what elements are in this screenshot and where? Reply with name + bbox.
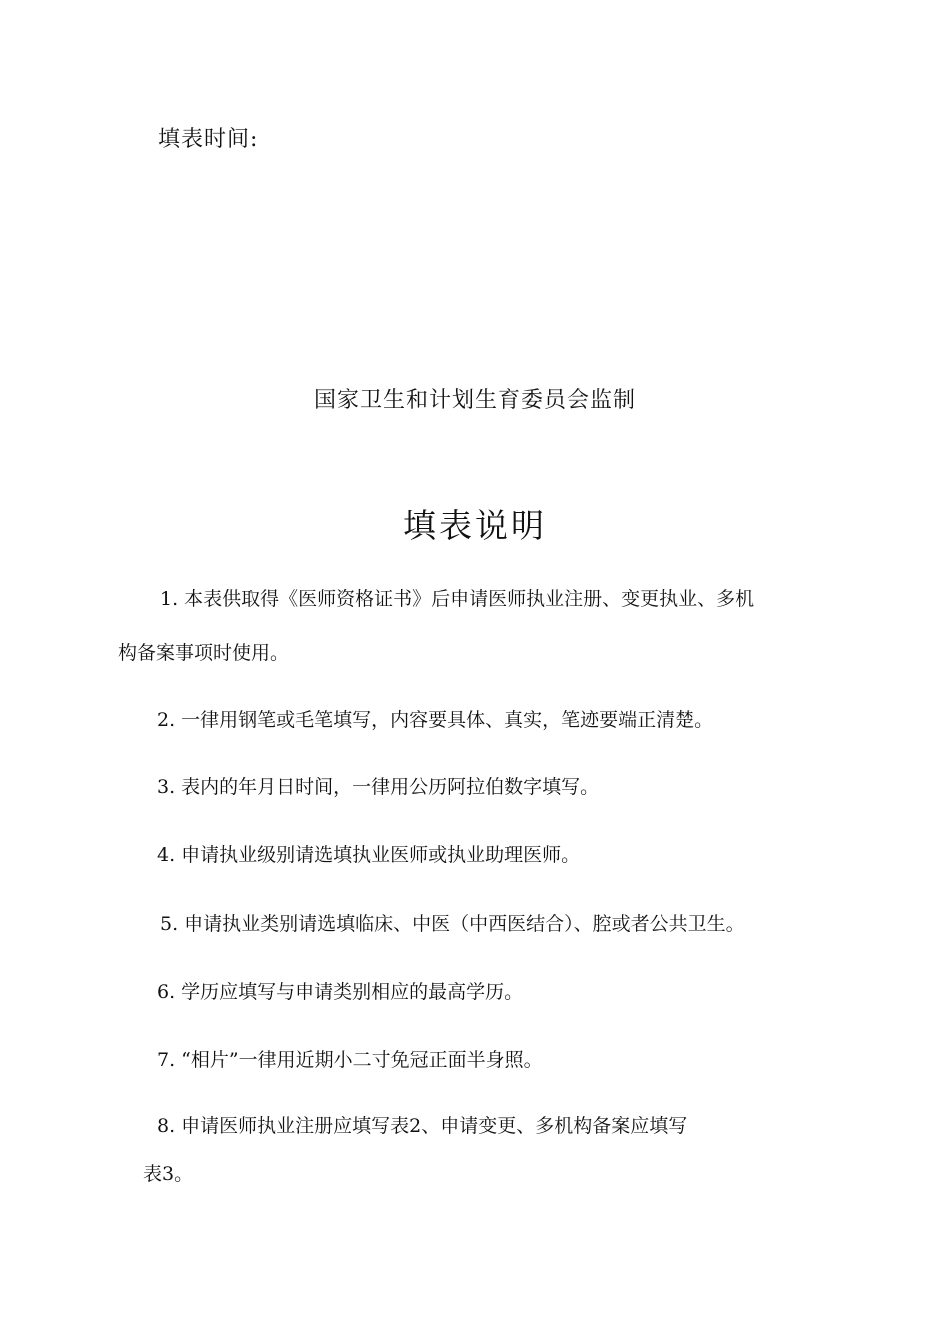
- instruction-item-6: 6. 学历应填写与申请类别相应的最高学历。: [157, 981, 524, 1003]
- instruction-item-1: 1. 本表供取得《医师资格证书》后申请医师执业注册、变更执业、多机: [160, 588, 755, 610]
- instruction-item-8: 8. 申请医师执业注册应填写表2、申请变更、多机构备案应填写: [157, 1115, 688, 1137]
- instruction-item-2: 2. 一律用钢笔或毛笔填写，内容要具体、真实，笔迹要端正清楚。: [157, 709, 714, 731]
- fill-time-label: 填表时间:: [158, 127, 259, 152]
- instructions-title: 填表说明: [403, 506, 547, 545]
- instruction-item-1-continuation: 构备案事项时使用。: [118, 642, 290, 664]
- instruction-item-8-continuation: 表3。: [143, 1163, 194, 1185]
- instruction-item-3: 3. 表内的年月日时间，一律用公历阿拉伯数字填写。: [157, 776, 600, 798]
- instruction-item-7: 7. “相片”一律用近期小二寸免冠正面半身照。: [157, 1049, 543, 1071]
- instruction-item-4: 4. 申请执业级别请选填执业医师或执业助理医师。: [157, 844, 581, 866]
- instruction-item-5: 5. 申请执业类别请选填临床、中医（中西医结合）、腔或者公共卫生。: [160, 913, 745, 935]
- issuing-authority: 国家卫生和计划生育委员会监制: [313, 388, 636, 413]
